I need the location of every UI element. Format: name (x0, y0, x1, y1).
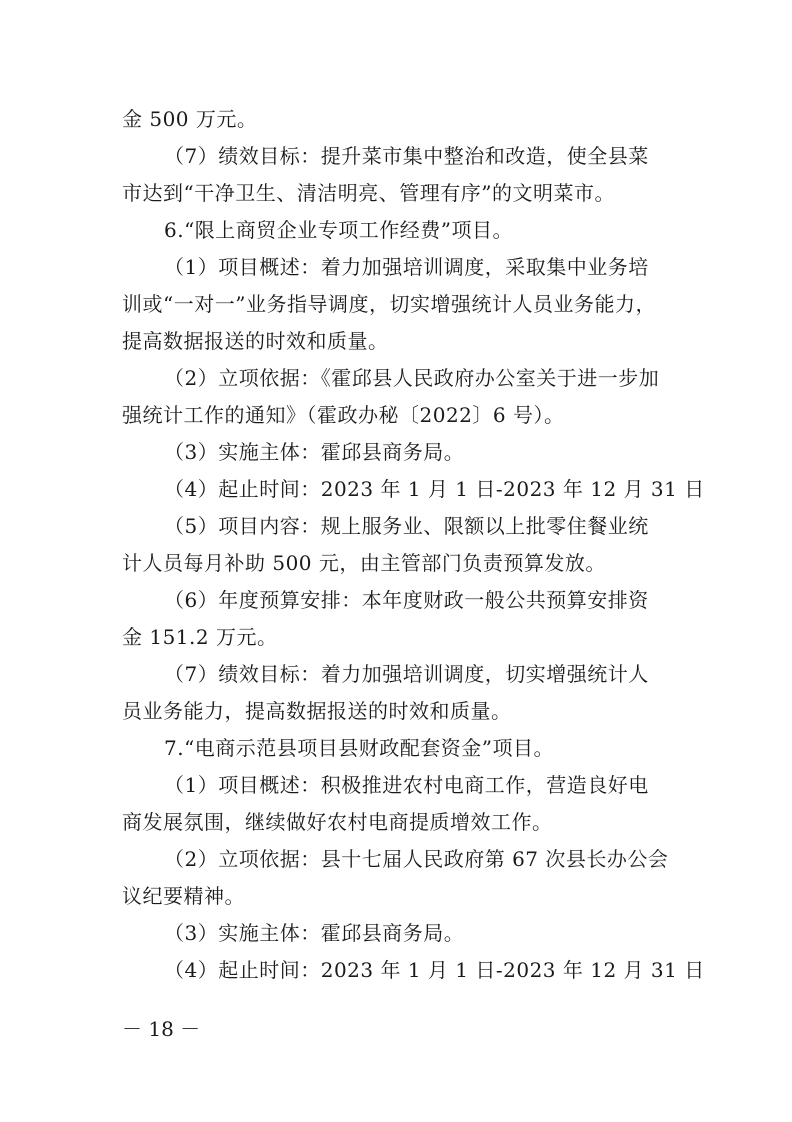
text-line: （1）项目概述：积极推进农村电商工作，营造良好电 (164, 773, 649, 797)
text-line: （4）起止时间：2023 年 1 月 1 日-2023 年 12 月 31 日 (164, 958, 705, 982)
text-line: 训或“一对一”业务指导调度，切实增强统计人员业务能力， (122, 292, 656, 316)
text-line: 提高数据报送的时效和质量。 (122, 329, 389, 353)
text-line: （2）立项依据：县十七届人民政府第 67 次县长办公会 (164, 847, 669, 871)
text-line: （2）立项依据：《霍邱县人民政府办公室关于进一步加 (164, 366, 660, 390)
text-line: 6.“限上商贸企业专项工作经费”项目。 (164, 218, 514, 242)
text-line: 金 151.2 万元。 (122, 625, 278, 649)
text-line: （7）绩效目标：着力加强培训调度，切实增强统计人 (164, 662, 649, 686)
text-line: （1）项目概述：着力加强培训调度，采取集中业务培 (164, 255, 649, 279)
text-line: 强统计工作的通知》（霍政办秘〔2022〕6 号）。 (122, 403, 565, 427)
text-line: （4）起止时间：2023 年 1 月 1 日-2023 年 12 月 31 日 (164, 477, 705, 501)
text-line: 员业务能力，提高数据报送的时效和质量。 (122, 699, 512, 723)
text-line: （3）实施主体：霍邱县商务局。 (164, 921, 465, 945)
text-line: （3）实施主体：霍邱县商务局。 (164, 440, 465, 464)
page-number: － 18 － (122, 1017, 201, 1041)
text-line: 计人员每月补助 500 元，由主管部门负责预算发放。 (122, 551, 606, 575)
text-line: 金 500 万元。 (122, 107, 258, 131)
text-line: （6）年度预算安排：本年度财政一般公共预算安排资 (164, 588, 649, 612)
text-line: 议纪要精神。 (122, 884, 245, 908)
text-line: （5）项目内容：规上服务业、限额以上批零住餐业统 (164, 514, 649, 538)
text-line: 商发展氛围，继续做好农村电商提质增效工作。 (122, 810, 553, 834)
text-line: 市达到“干净卫生、清洁明亮、管理有序”的文明菜市。 (122, 181, 615, 205)
text-line: 7.“电商示范县项目县财政配套资金”项目。 (164, 736, 555, 760)
text-line: （7）绩效目标：提升菜市集中整治和改造，使全县菜 (164, 144, 649, 168)
